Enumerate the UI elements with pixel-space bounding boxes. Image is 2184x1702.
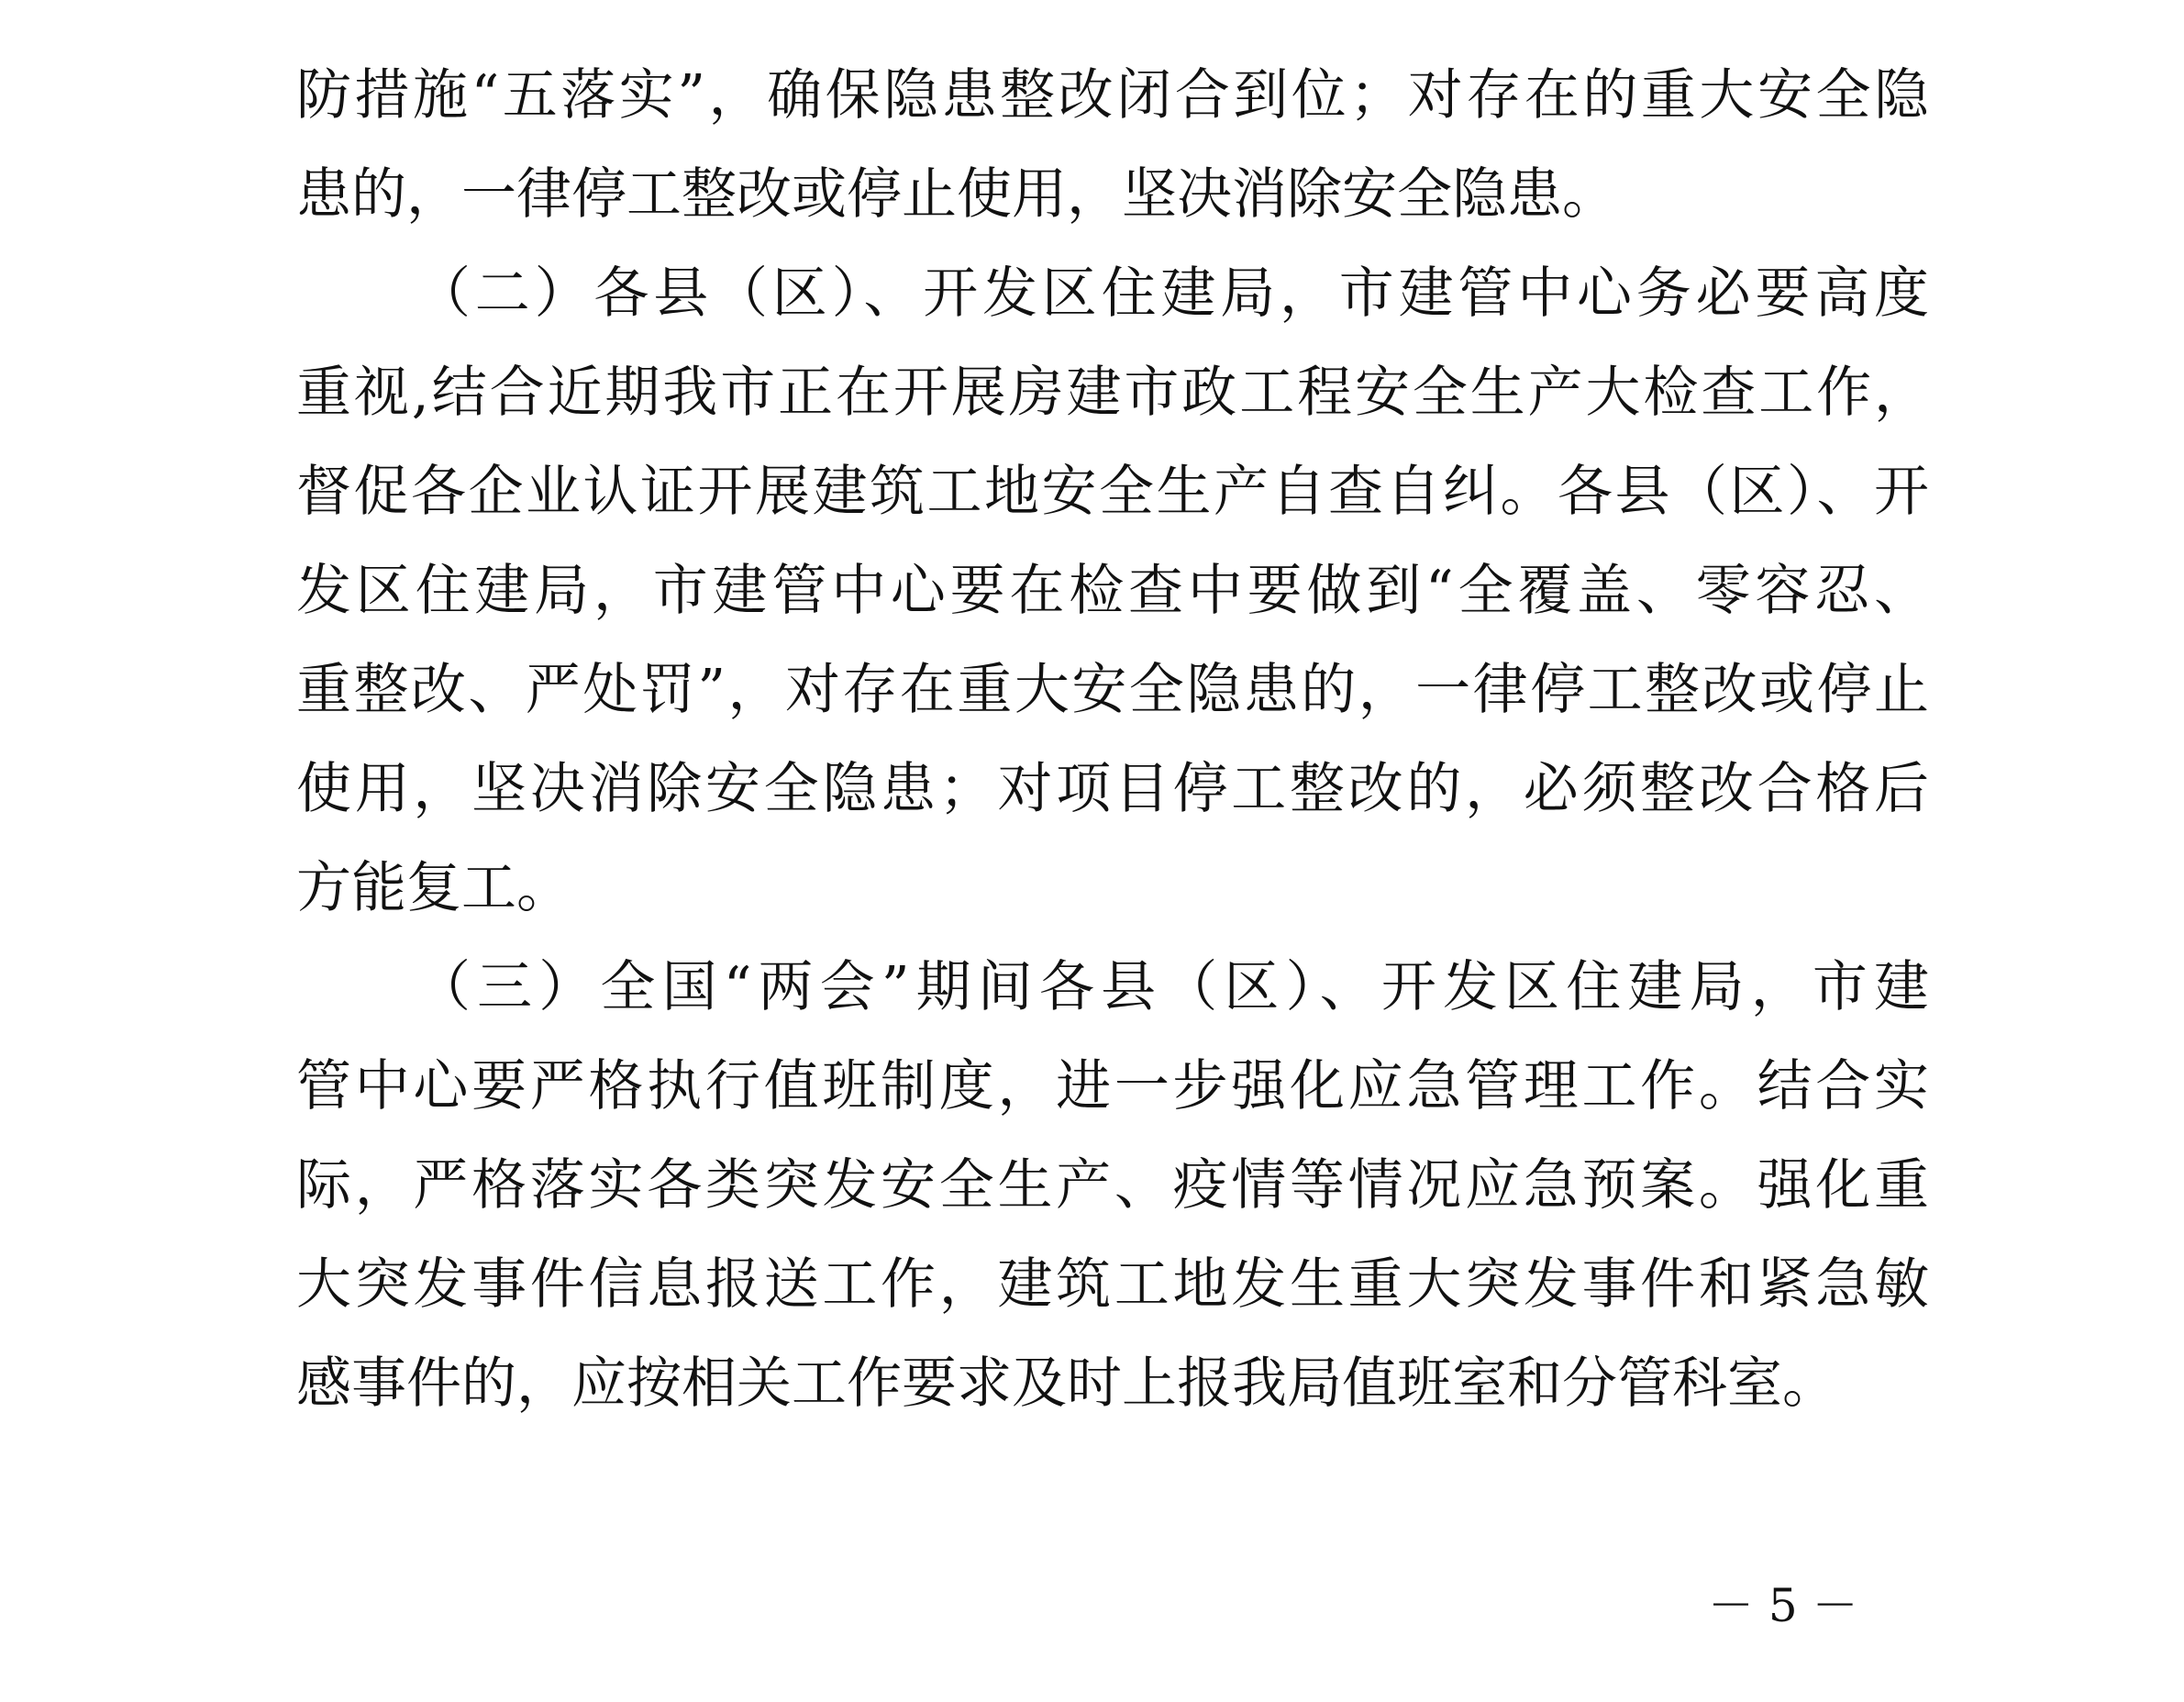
text-line: 使用，坚决消除安全隐患；对项目停工整改的，必须整改合格后 — [296, 757, 1929, 821]
paragraph-start-line: （三）全国“两会”期间各县（区）、开发区住建局，市建 — [416, 955, 1929, 1019]
text-line: 发区住建局，市建管中心要在检查中要做到“全覆盖、零容忍、 — [296, 559, 1929, 623]
text-line: 患的，一律停工整改或停止使用，坚决消除安全隐患。 — [296, 162, 1617, 227]
body-text — [296, 46, 1929, 1433]
text-line: 防措施“五落实”，确保隐患整改闭合到位；对存在的重大安全隐 — [296, 63, 1929, 128]
text-line: 际，严格落实各类突发安全生产、疫情等情况应急预案。强化重 — [296, 1153, 1929, 1218]
text-line: 感事件的，应按相关工作要求及时上报我局值班室和分管科室。 — [296, 1352, 1837, 1416]
text-line: 重整改、严处罚”，对存在重大安全隐患的，一律停工整改或停止 — [296, 658, 1929, 722]
text-line: 方能复工。 — [296, 856, 571, 920]
text-line: 督促各企业认证开展建筑工地安全生产自查自纠。各县（区）、开 — [296, 460, 1929, 524]
paragraph-start-line: （二）各县（区）、开发区住建局，市建管中心务必要高度 — [416, 261, 1929, 326]
text-line: 大突发事件信息报送工作，建筑工地发生重大突发事件和紧急敏 — [296, 1252, 1929, 1317]
text-line: 重视,结合近期我市正在开展房建市政工程安全生产大检查工作， — [296, 361, 1929, 425]
page-number: － 5 － — [1708, 1579, 1858, 1632]
text-line: 管中心要严格执行值班制度，进一步强化应急管理工作。结合实 — [296, 1054, 1929, 1118]
